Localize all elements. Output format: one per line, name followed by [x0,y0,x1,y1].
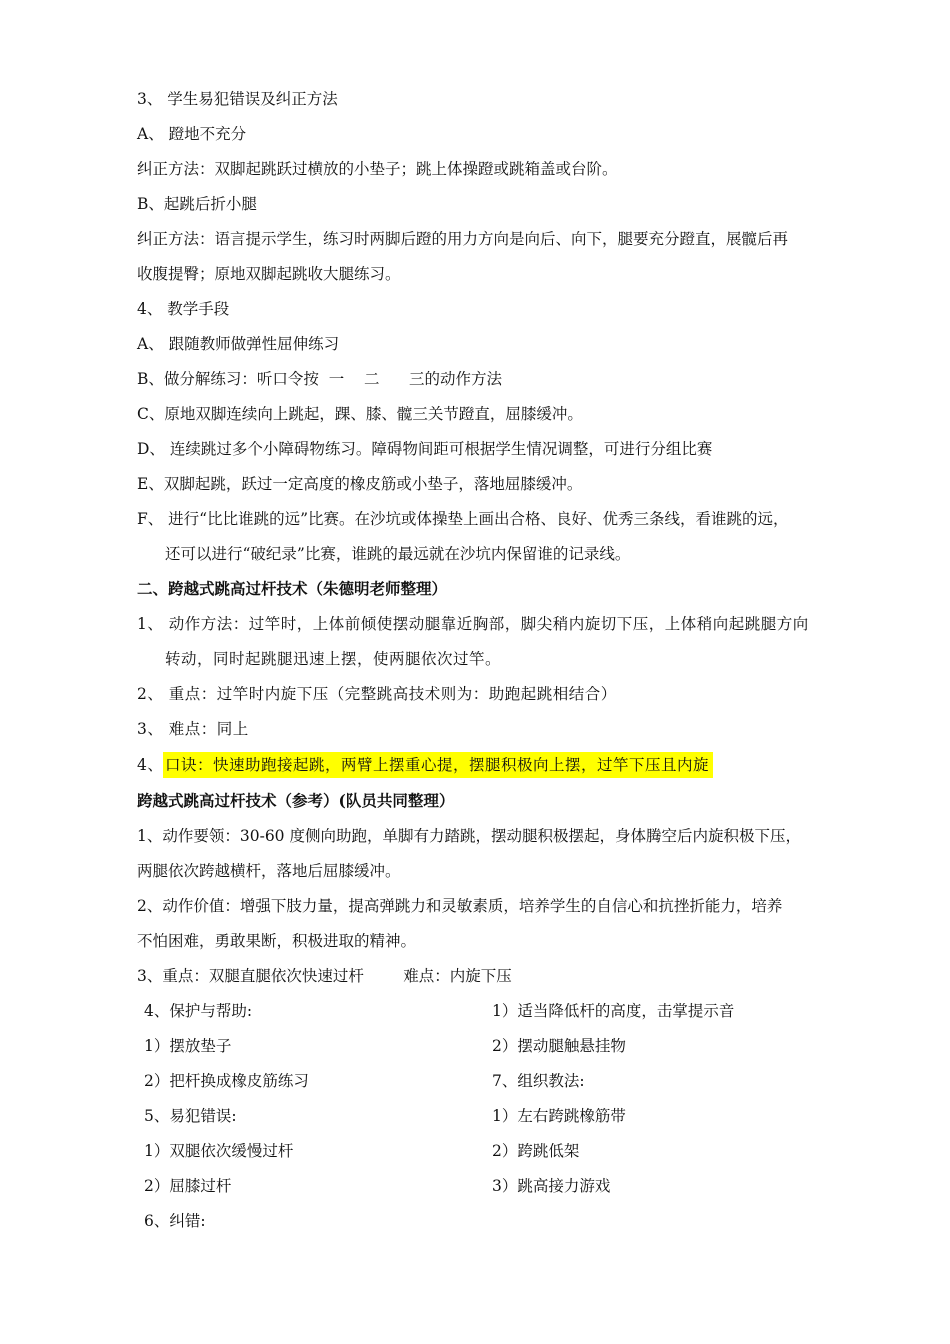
left-col-item: 5、易犯错误: [144,1107,237,1125]
method-d: D、 连续跳过多个小障碍物练习。障碍物间距可根据学生情况调整，可进行分组比赛 [137,440,713,458]
method-f-line2: 还可以进行“破纪录”比赛，谁跳的最远就在沙坑内保留谁的记录线。 [165,545,631,563]
sec2-item1-line2: 转动，同时起跳腿迅速上摆，使两腿依次过竿。 [165,650,502,668]
error-a: A、 蹬地不充分 [137,125,247,143]
method-b: B、做分解练习：听口令按 一 二 三的动作方法 [137,370,503,388]
sec3-item1-line2: 两腿依次跨越横杆，落地后屈膝缓冲。 [137,862,401,880]
item-3-heading: 3、 学生易犯错误及纠正方法 [137,90,338,108]
sec2-item4-number: 4、 [137,756,164,774]
right-col-item: 3）跳高接力游戏 [492,1177,611,1195]
right-col-item: 2）摆动腿触悬挂物 [492,1037,626,1055]
right-col-item: 1）适当降低杆的高度，击掌提示音 [492,1002,735,1020]
sec2-item3: 3、 难点：同上 [137,720,249,738]
error-b-fix-line2: 收腹提臀；原地双脚起跳收大腿练习。 [137,265,401,283]
error-a-fix: 纠正方法：双脚起跳跃过横放的小垫子；跳上体操蹬或跳箱盖或台阶。 [137,160,618,178]
sec3-item2-line1: 2、动作价值：增强下肢力量，提高弹跳力和灵敏素质，培养学生的自信心和抗挫折能力，培养 [137,897,783,915]
left-col-item: 2）把杆换成橡皮筋练习 [144,1072,309,1090]
right-col-item: 7、组织教法: [492,1072,585,1090]
left-col-item: 4、保护与帮助: [144,1002,253,1020]
sec3-item3: 3、重点：双腿直腿依次快速过杆 难点：内旋下压 [137,967,512,985]
sec2-item4-highlighted-mnemonic: 口诀：快速助跑接起跳，两臂上摆重心提，摆腿积极向上摆，过竿下压且内旋 [163,752,713,778]
left-col-item: 6、纠错: [144,1212,206,1230]
right-col-item: 2）跨跳低架 [492,1142,580,1160]
left-col-item: 2）屈膝过杆 [144,1177,232,1195]
item-4-heading: 4、 教学手段 [137,300,230,318]
method-a: A、 跟随教师做弹性屈伸练习 [137,335,340,353]
section-3-title: 跨越式跳高过杆技术（参考）(队员共同整理） [137,791,455,810]
sec2-item2: 2、 重点：过竿时内旋下压（完整跳高技术则为：助跑起跳相结合） [137,685,617,703]
section-2-title: 二、跨越式跳高过杆技术（朱德明老师整理） [137,579,448,598]
method-c: C、原地双脚连续向上跳起，踝、膝、髋三关节蹬直，屈膝缓冲。 [137,405,583,423]
right-col-item: 1）左右跨跳橡筋带 [492,1107,626,1125]
error-b: B、起跳后折小腿 [137,195,257,213]
sec3-item2-line2: 不怕困难，勇敢果断，积极进取的精神。 [137,932,417,950]
sec3-item1-line1: 1、动作要领：30-60 度侧向助跑，单脚有力踏跳，摆动腿积极摆起，身体腾空后内旋积极下压， [137,827,801,845]
method-e: E、双脚起跳，跃过一定高度的橡皮筋或小垫子，落地屈膝缓冲。 [137,475,583,493]
error-b-fix-line1: 纠正方法：语言提示学生，练习时两脚后蹬的用力方向是向后、向下，腿要充分蹬直，展髋后再 [137,230,789,248]
left-col-item: 1）双腿依次缓慢过杆 [144,1142,294,1160]
left-col-item: 1）摆放垫子 [144,1037,232,1055]
method-f-line1: F、 进行“比比谁跳的远”比赛。在沙坑或体操垫上画出合格、良好、优秀三条线，看谁跳的远， [137,510,789,528]
sec2-item1-line1: 1、 动作方法：过竿时，上体前倾使摆动腿靠近胸部，脚尖稍内旋切下压，上体稍向起跳腿方向 [137,615,809,633]
